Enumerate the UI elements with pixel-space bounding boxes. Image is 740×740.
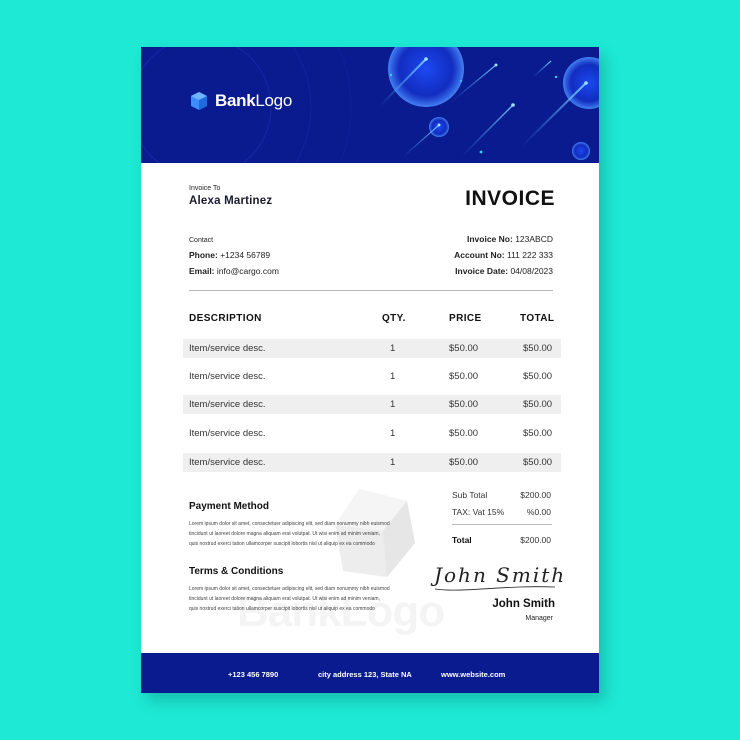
tax-label: TAX: Vat 15% [452,507,505,517]
account-number: Account No: 111 222 333 [454,250,553,260]
signer-role: Manager [525,615,553,622]
hexagon-logo-icon [189,91,209,111]
total-value: $200.00 [520,535,551,545]
invoice-footer [141,653,599,693]
terms-title: Terms & Conditions [189,566,284,577]
invoice-to-label: Invoice To [189,185,221,192]
payment-method-title: Payment Method [189,501,270,512]
row-qty: 1 [390,399,396,410]
signature-script: John Smith [434,563,567,587]
table-row [183,424,561,443]
contact-email: Email: info@cargo.com [189,266,279,276]
contact-label: Contact [189,237,214,244]
subtotal-value: $200.00 [520,490,551,500]
col-header-description: DESCRIPTION [189,313,262,324]
signature-underline [433,575,558,595]
row-description: Item/service desc. [189,399,266,410]
table-row [183,453,561,472]
row-description: Item/service desc. [189,343,266,354]
row-qty: 1 [390,343,396,354]
footer-address: city address 123, State NA [318,670,412,679]
signer-name: John Smith [492,598,555,610]
invoice-number: Invoice No: 123ABCD [467,234,553,244]
row-total: $50.00 [523,428,553,439]
table-row [183,395,561,414]
row-price: $50.00 [449,371,479,382]
subtotal-label: Sub Total [452,490,488,500]
row-description: Item/service desc. [189,428,266,439]
invoice-title: INVOICE [465,187,555,210]
totals-divider [452,524,552,525]
table-row [183,367,561,386]
row-price: $50.00 [449,428,479,439]
col-header-price: PRICE [449,313,482,324]
client-name: Alexa Martinez [189,195,273,207]
tax-value: %0.00 [526,507,551,517]
contact-phone: Phone: +1234 56789 [189,250,271,260]
row-total: $50.00 [523,457,553,468]
row-price: $50.00 [449,457,479,468]
col-header-qty: QTY. [382,313,406,324]
row-total: $50.00 [523,371,553,382]
total-label: Total [452,535,472,545]
payment-method-text: Lorem ipsum dolor sit amet, consectetuer adipiscing elit, sed diam nonummy nibh euismod tincidunt ut laoreet dolore magna aliquam erat volutpat. Ut wisi enim ad minim veniam, quis nostrud exerci tation ullamcorper suscipit lobortis nisl ut aliquip ex ea commodo [189,521,390,547]
col-header-total: TOTAL [520,313,555,324]
invoice-header [141,47,599,163]
row-total: $50.00 [523,399,553,410]
row-description: Item/service desc. [189,371,266,382]
row-total: $50.00 [523,343,553,354]
invoice-date: Invoice Date: 04/08/2023 [455,266,553,276]
bank-logo [189,91,292,111]
row-qty: 1 [390,457,396,468]
row-qty: 1 [390,371,396,382]
row-price: $50.00 [449,399,479,410]
row-price: $50.00 [449,343,479,354]
logo-text: BankLogo [215,91,292,110]
table-row [183,339,561,358]
invoice-page [141,47,599,693]
row-description: Item/service desc. [189,457,266,468]
row-qty: 1 [390,428,396,439]
header-divider [189,290,553,291]
footer-phone: +123 456 7890 [228,670,279,679]
footer-website: www.website.com [441,670,506,679]
terms-text: Lorem ipsum dolor sit amet, consectetuer adipiscing elit, sed diam nonummy nibh euismod tincidunt ut laoreet dolore magna aliquam erat volutpat. Ut wisi enim ad minim veniam, quis nostrud exerci tation ullamcorper suscipit lobortis nisl ut aliquip ex ea commodo [189,586,390,612]
